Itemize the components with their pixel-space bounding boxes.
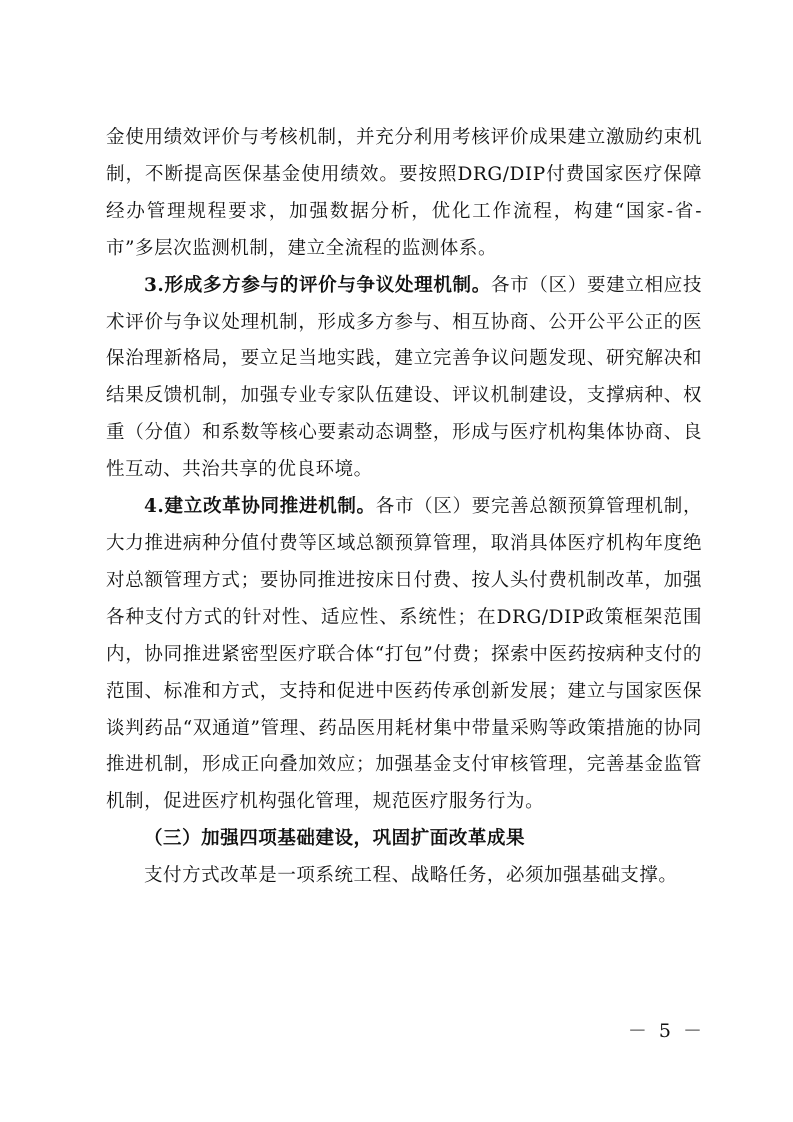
page-number: － 5 － xyxy=(627,1020,705,1042)
paragraph-foundation xyxy=(106,858,702,895)
paragraph-text: 金使用绩效评价与考核机制，并充分利用考核评价成果建立激励约束机制，不断提高医保基金使用绩效。要按照DRG/DIP付费国家医疗保障经办管理规程要求，加强数据分析，优化工作流程，构建“国家-省-市”多层次监测机制，建立全流程的监测体系。 xyxy=(106,127,702,259)
paragraph-continued xyxy=(106,120,702,268)
document-body xyxy=(106,120,702,895)
section-heading: （三）加强四项基础建设，巩固扩面改革成果 xyxy=(144,828,526,850)
subsection-heading-4: 4.建立改革协同推进机制。 xyxy=(144,496,376,518)
paragraph-reform-coordination xyxy=(106,489,702,821)
paragraph-text: 各市（区）要建立相应技术评价与争议处理机制，形成多方参与、相互协商、公开公平公正的医保治理新格局，要立足当地实践，建立完善争议问题发现、研究解决和结果反馈机制，加强专业专家队伍建设、评议机制建设，支撑病种、权重（分值）和系数等核心要素动态调整，形成与医疗机构集体协商、良性互动、共治共享的优良环境。 xyxy=(106,274,702,481)
paragraph-text: 支付方式改革是一项系统工程、战略任务，必须加强基础支撑。 xyxy=(144,865,678,887)
paragraph-text: 各市（区）要完善总额预算管理机制，大力推进病种分值付费等区域总额预算管理，取消具体医疗机构年度绝对总额管理方式；要协同推进按床日付费、按人头付费机制改革，加强各种支付方式的针对性、适应性、系统性；在DRG/DIP政策框架范围内，协同推进紧密型医疗联合体“打包”付费；探索中医药按病种支付的范围、标准和方式，支持和促进中医药传承创新发展；建立与国家医保谈判药品“双通道”管理、药品医用耗材集中带量采购等政策措施的协同推进机制，形成正向叠加效应；加强基金支付审核管理，完善基金监管机制，促进医疗机构强化管理，规范医疗服务行为。 xyxy=(106,496,703,813)
subsection-heading-3: 3.形成多方参与的评价与争议处理机制。 xyxy=(144,274,491,296)
paragraph-evaluation-dispute xyxy=(106,268,702,489)
